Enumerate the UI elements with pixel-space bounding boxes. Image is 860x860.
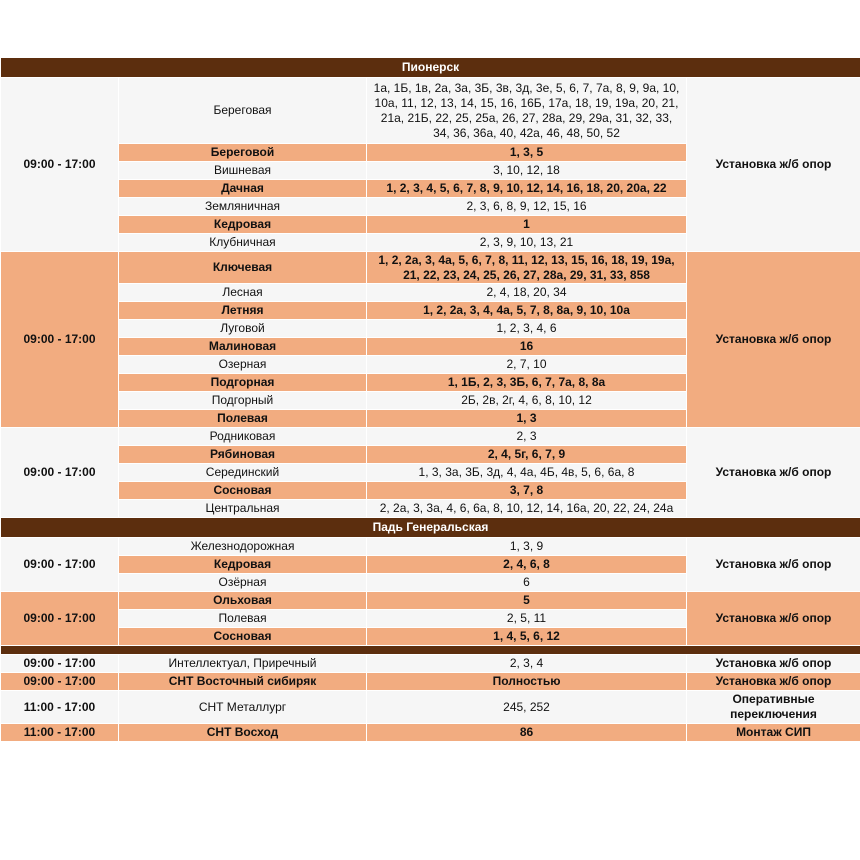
houses-cell: 1, 3, 3а, 3Б, 3д, 4, 4а, 4Б, 4в, 5, 6, 6а, 8 (367, 464, 687, 482)
street-cell: Береговой (119, 144, 367, 162)
time-cell: 11:00 - 17:00 (1, 691, 119, 724)
street-cell: Кедровая (119, 216, 367, 234)
houses-cell: 245, 252 (367, 691, 687, 724)
houses-cell: 2, 2а, 3, 3а, 4, 6, 6а, 8, 10, 12, 14, 16а, 20, 22, 24, 24а (367, 500, 687, 518)
street-cell: Дачная (119, 180, 367, 198)
houses-cell: 2, 4, 6, 8 (367, 556, 687, 574)
houses-cell: 6 (367, 574, 687, 592)
street-cell: Ольховая (119, 592, 367, 610)
remark-cell: Установка ж/б опор (687, 78, 860, 252)
houses-cell: Полностью (367, 673, 687, 691)
remark-cell: Установка ж/б опор (687, 673, 860, 691)
street-cell: Подгорная (119, 374, 367, 392)
houses-cell: 1, 2, 3, 4, 6 (367, 320, 687, 338)
street-cell: Луговой (119, 320, 367, 338)
houses-cell: 16 (367, 338, 687, 356)
street-cell: Серединский (119, 464, 367, 482)
street-cell: Интеллектуал, Приречный (119, 655, 367, 673)
table-row (1, 673, 860, 691)
section-title: Пионерск (1, 58, 860, 78)
houses-cell: 2, 3, 4 (367, 655, 687, 673)
street-cell: Сосновая (119, 482, 367, 500)
street-cell: Лесная (119, 284, 367, 302)
houses-cell: 3, 7, 8 (367, 482, 687, 500)
table-row (1, 78, 860, 144)
table-row (1, 538, 860, 556)
houses-cell: 2, 3 (367, 428, 687, 446)
remark-cell: Оперативные переключения (687, 691, 860, 724)
street-cell: Железнодорожная (119, 538, 367, 556)
table-row (1, 724, 860, 742)
remark-cell: Установка ж/б опор (687, 252, 860, 428)
remark-cell: Установка ж/б опор (687, 592, 860, 646)
time-cell: 09:00 - 17:00 (1, 673, 119, 691)
outage-schedule (0, 57, 860, 742)
street-cell: Сосновая (119, 628, 367, 646)
houses-cell: 1, 4, 5, 6, 12 (367, 628, 687, 646)
time-cell: 09:00 - 17:00 (1, 655, 119, 673)
time-cell: 09:00 - 17:00 (1, 78, 119, 252)
houses-cell: 2, 7, 10 (367, 356, 687, 374)
street-cell: Озерная (119, 356, 367, 374)
street-cell: Малиновая (119, 338, 367, 356)
time-cell: 09:00 - 17:00 (1, 538, 119, 592)
remark-cell: Монтаж СИП (687, 724, 860, 742)
street-cell: Клубничная (119, 234, 367, 252)
houses-cell: 2Б, 2в, 2г, 4, 6, 8, 10, 12 (367, 392, 687, 410)
section-header-row (1, 58, 860, 78)
street-cell: Кедровая (119, 556, 367, 574)
street-cell: СНТ Восточный сибиряк (119, 673, 367, 691)
houses-cell: 2, 3, 6, 8, 9, 12, 15, 16 (367, 198, 687, 216)
houses-cell: 1, 2, 2а, 3, 4, 4а, 5, 7, 8, 8а, 9, 10, 10а (367, 302, 687, 320)
section-separator (1, 646, 860, 655)
remark-cell: Установка ж/б опор (687, 428, 860, 518)
street-cell: Рябиновая (119, 446, 367, 464)
table-row (1, 252, 860, 284)
houses-cell: 1, 3, 9 (367, 538, 687, 556)
street-cell: Ключевая (119, 252, 367, 284)
table-row (1, 592, 860, 610)
street-cell: Земляничная (119, 198, 367, 216)
houses-cell: 1, 3, 5 (367, 144, 687, 162)
houses-cell: 3, 10, 12, 18 (367, 162, 687, 180)
section-header-row (1, 518, 860, 538)
street-cell: Летняя (119, 302, 367, 320)
time-cell: 09:00 - 17:00 (1, 252, 119, 428)
houses-cell: 2, 4, 18, 20, 34 (367, 284, 687, 302)
schedule-table (0, 57, 860, 742)
time-cell: 09:00 - 17:00 (1, 428, 119, 518)
houses-cell: 1, 2, 3, 4, 5, 6, 7, 8, 9, 10, 12, 14, 16, 18, 20, 20а, 22 (367, 180, 687, 198)
houses-cell: 1, 2, 2а, 3, 4а, 5, 6, 7, 8, 11, 12, 13, 15, 16, 18, 19, 19а, 21, 22, 23, 24, 25, 26, 27, 28а, 29, 31, 33, 858 (367, 252, 687, 284)
street-cell: Озёрная (119, 574, 367, 592)
remark-cell: Установка ж/б опор (687, 538, 860, 592)
houses-cell: 1а, 1Б, 1в, 2а, 3а, 3Б, 3в, 3д, 3е, 5, 6, 7, 7а, 8, 9, 9а, 10, 10а, 11, 12, 13, 14, 15, 16, 16Б, 17а, 18, 19, 19а, 20, 21, 21а, 21Б, 22, 25, 25а, 26, 27, 28а, 29, 29а, 31, 32, 33, 34, 36, 36а, 40, 42а, 46, 48, 50, 52 (367, 78, 687, 144)
time-cell: 11:00 - 17:00 (1, 724, 119, 742)
street-cell: Подгорный (119, 392, 367, 410)
street-cell: Родниковая (119, 428, 367, 446)
time-cell: 09:00 - 17:00 (1, 592, 119, 646)
houses-cell: 2, 3, 9, 10, 13, 21 (367, 234, 687, 252)
table-row (1, 691, 860, 724)
table-row (1, 655, 860, 673)
houses-cell: 1, 3 (367, 410, 687, 428)
street-cell: Береговая (119, 78, 367, 144)
table-row (1, 428, 860, 446)
street-cell: Полевая (119, 410, 367, 428)
section-title: Падь Генеральская (1, 518, 860, 538)
street-cell: Центральная (119, 500, 367, 518)
remark-cell: Установка ж/б опор (687, 655, 860, 673)
separator-bar (1, 646, 860, 655)
street-cell: Полевая (119, 610, 367, 628)
street-cell: СНТ Восход (119, 724, 367, 742)
houses-cell: 1, 1Б, 2, 3, 3Б, 6, 7, 7а, 8, 8а (367, 374, 687, 392)
houses-cell: 86 (367, 724, 687, 742)
houses-cell: 1 (367, 216, 687, 234)
street-cell: Вишневая (119, 162, 367, 180)
houses-cell: 2, 4, 5г, 6, 7, 9 (367, 446, 687, 464)
street-cell: СНТ Металлург (119, 691, 367, 724)
houses-cell: 5 (367, 592, 687, 610)
houses-cell: 2, 5, 11 (367, 610, 687, 628)
